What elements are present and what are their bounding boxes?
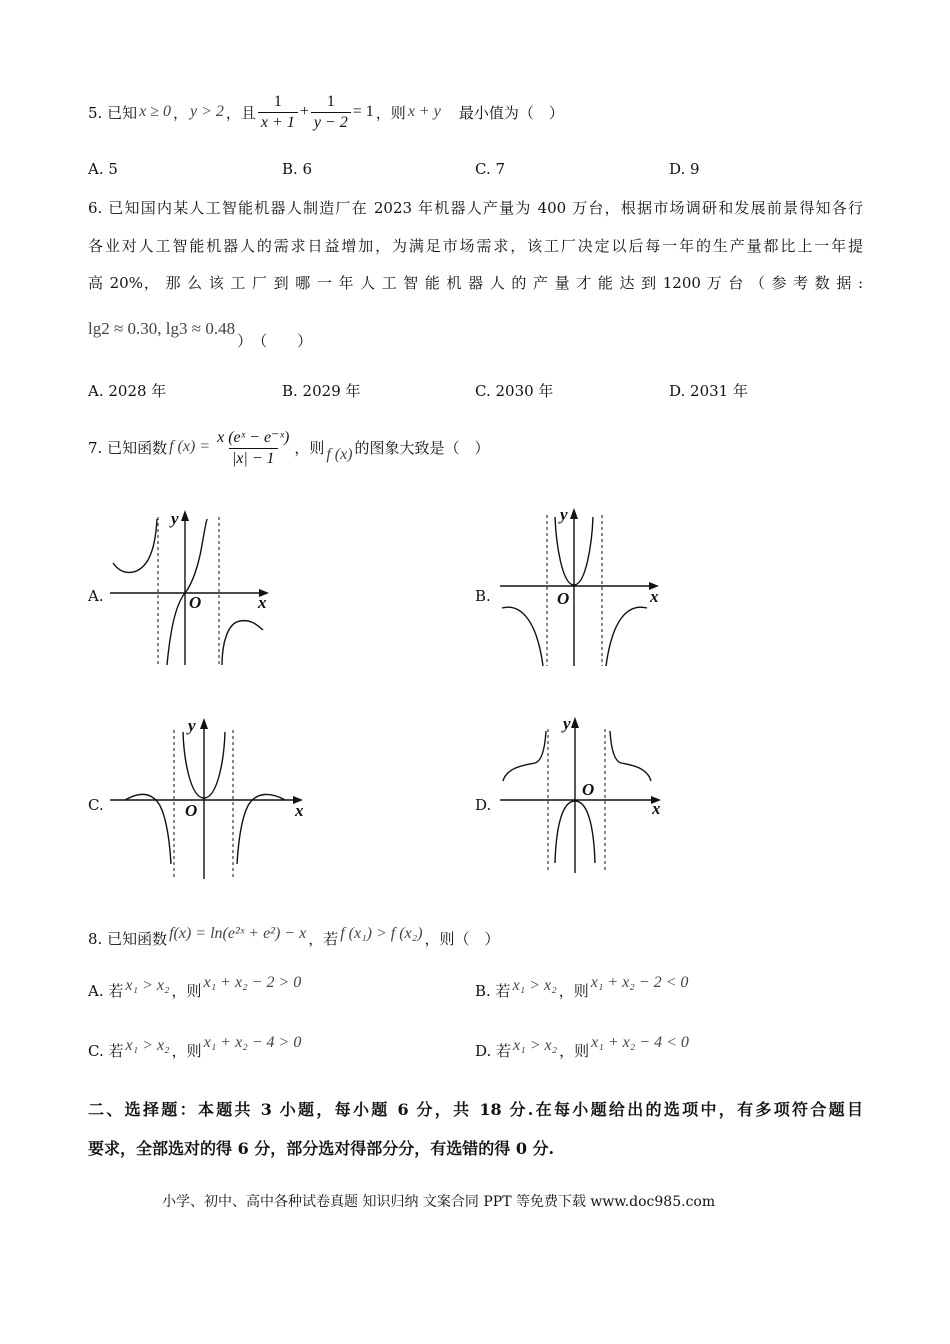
q8-func: f(x) = ln(e²ˣ + e²) − x: [169, 925, 307, 942]
graph-c-x-label: x: [295, 801, 304, 820]
q7-fx: f (x): [326, 446, 353, 463]
q5-frac1-num: 1: [273, 92, 282, 110]
graph-a: [105, 505, 275, 670]
q8-cond-pre: ，若: [308, 929, 339, 948]
q8-option-b-cond: x₁ > x₂: [512, 976, 557, 994]
q5-then: ，则: [375, 103, 406, 122]
q6-line3: 高 20%， 那 么 该 工 厂 到 哪 一 年 人 工 智 能 机 器 人 的 产 量 才 能 达 到 1200 万 台 （ 参 考 数 据 :: [88, 274, 863, 292]
q8-cond: f (x₁) > f (x₂): [340, 925, 423, 942]
q6-option-a: A. 2028 年: [88, 382, 167, 400]
graph-a-y-label: y: [171, 509, 179, 528]
q6-tail: ） （ ）: [237, 332, 313, 350]
q8-option-d-cond: x₁ > x₂: [513, 1036, 558, 1054]
section2-line1: 二、选择题：本题共 3 小题，每小题 6 分，共 18 分.在每小题给出的选项中，有多项符合题目: [88, 1100, 863, 1119]
graph-d-y-label: y: [563, 714, 571, 733]
q5-option-b: B. 6: [282, 160, 313, 178]
q8-option-a-cond: x₁ > x₂: [125, 976, 170, 994]
q6-option-b: B. 2029 年: [282, 382, 361, 400]
graph-c-origin: O: [185, 801, 198, 820]
q8-option-b: [475, 973, 689, 1001]
q6-ref-line: [88, 318, 313, 350]
q8-option-d-mid: ，则: [559, 1042, 590, 1060]
q7-mid: ，则: [294, 438, 325, 457]
q8-option-a: [88, 973, 302, 1001]
q5-sep2: ，且: [225, 103, 256, 122]
graph-d-label: D.: [475, 796, 492, 814]
q5-expr: x + y: [407, 103, 441, 120]
q5-cond2: y > 2: [190, 103, 224, 120]
q7-f-lhs: f (x) =: [169, 438, 211, 455]
graph-b-y-label: y: [560, 505, 568, 524]
q8-option-c: [88, 1033, 302, 1061]
q5-frac1-den: x + 1: [258, 112, 298, 132]
q8-option-b-result: x₁ + x₂ − 2 < 0: [590, 973, 689, 991]
graph-a-label: A.: [88, 587, 104, 605]
q7-prefix: 7. 已知函数: [88, 438, 168, 457]
q5-frac2-num: 1: [326, 92, 335, 110]
graph-b: [495, 503, 665, 668]
q5-sep1: ，: [172, 103, 188, 122]
q6-line1: 6. 已知国内某人工智能机器人制造厂在 2023 年机器人产量为 400 万台，根据市场调研和发展前景得知各行: [88, 199, 863, 217]
q5-frac1: [258, 93, 298, 132]
q6-ref-data: lg2 ≈ 0.30, lg3 ≈ 0.48: [88, 319, 236, 338]
q8-option-d-prefix: D. 若: [475, 1042, 512, 1060]
q5-tail: 最小值为（ ）: [458, 103, 564, 122]
q5-plus: +: [299, 103, 309, 120]
graph-a-origin: O: [189, 593, 202, 612]
graph-d-origin: O: [582, 780, 595, 799]
q8-option-a-mid: ，则: [171, 982, 202, 1000]
q8-option-a-prefix: A. 若: [88, 982, 124, 1000]
q8-tail: ，则（ ）: [424, 929, 500, 948]
page-footer: 小学、初中、高中各种试卷真题 知识归纳 文案合同 PPT 等免费下载 www.doc985.com: [162, 1194, 716, 1210]
q7-frac-den: |x| − 1: [229, 448, 278, 468]
q8-option-a-result: x₁ + x₂ − 2 > 0: [203, 973, 302, 991]
graph-b-origin: O: [557, 589, 570, 608]
q5-option-a: A. 5: [88, 160, 118, 178]
q5-cond1: x ≥ 0: [139, 103, 171, 120]
q5-option-d: D. 9: [669, 160, 700, 178]
q6-line2: 各业对人工智能机器人的需求日益增加，为满足市场需求，该工厂决定以后每一年的生产量都比上一年提: [88, 237, 863, 255]
q8-stem: [88, 918, 500, 958]
q5-option-c: C. 7: [475, 160, 506, 178]
q5-frac2-den: y − 2: [311, 112, 351, 132]
graph-a-x-label: x: [258, 593, 267, 612]
graph-d-x-label: x: [652, 799, 661, 818]
q8-prefix: 8. 已知函数: [88, 929, 168, 948]
q5-prefix: 5. 已知: [88, 103, 138, 122]
graph-c-y-label: y: [188, 716, 196, 735]
q7-frac-num: x (eˣ − e⁻ˣ): [217, 428, 290, 446]
q7-stem: [88, 418, 490, 476]
q8-option-c-prefix: C. 若: [88, 1042, 124, 1060]
q6-option-c: C. 2030 年: [475, 382, 554, 400]
q8-option-b-prefix: B. 若: [475, 982, 511, 1000]
q7-tail: 的图象大致是（ ）: [354, 438, 490, 457]
q8-option-d-result: x₁ + x₂ − 4 < 0: [591, 1033, 689, 1051]
q5-stem: [88, 92, 564, 132]
q5-eq: = 1: [352, 103, 374, 120]
graph-c-label: C.: [88, 796, 104, 814]
q6-option-d: D. 2031 年: [669, 382, 748, 400]
q8-option-d: [475, 1033, 689, 1061]
graph-b-label: B.: [475, 587, 491, 605]
graph-d: [495, 711, 670, 876]
q5-frac2: [311, 93, 351, 132]
q8-option-c-result: x₁ + x₂ − 4 > 0: [203, 1033, 302, 1051]
section2-line2: 要求，全部选对的得 6 分，部分选对得部分分，有选错的得 0 分.: [88, 1139, 555, 1158]
q8-option-c-cond: x₁ > x₂: [125, 1036, 170, 1054]
graph-c: [105, 712, 310, 882]
graph-b-x-label: x: [650, 587, 659, 606]
q8-option-c-mid: ，则: [171, 1042, 202, 1060]
q8-option-b-mid: ，则: [558, 982, 589, 1000]
q7-frac: [214, 427, 292, 468]
